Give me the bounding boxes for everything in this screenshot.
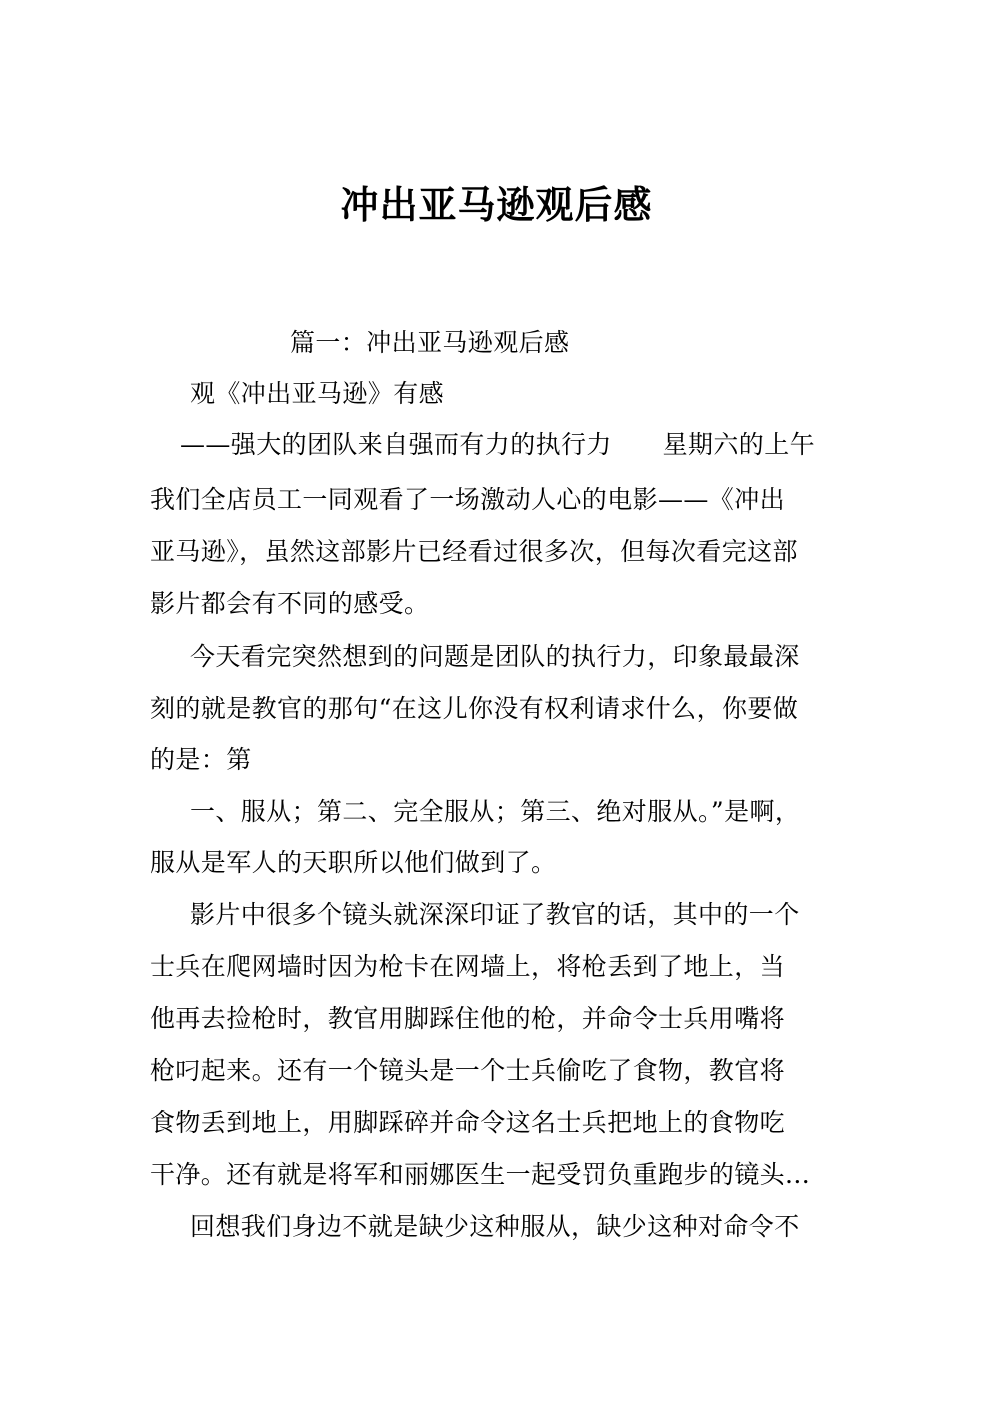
document-title: 冲出亚马逊观后感 — [340, 182, 653, 227]
body-line: 服从是军人的天职所以他们做到了。 — [150, 848, 557, 877]
body-line: 影片都会有不同的感受。 — [150, 589, 430, 618]
section-heading: 篇一：冲出亚马逊观后感 — [290, 328, 570, 357]
body-line: 亚马逊》，虽然这部影片已经看过很多次，但每次看完这部 — [150, 537, 798, 566]
body-line: 我们全店员工一同观看了一场激动人心的电影——《冲出 — [150, 485, 786, 514]
body-line: 他再去捡枪时，教官用脚踩住他的枪，并命令士兵用嘴将 — [150, 1004, 786, 1033]
body-line: 的是：第 — [150, 745, 252, 774]
body-line: 士兵在爬网墙时因为枪卡在网墙上，将枪丢到了地上，当 — [150, 952, 786, 981]
body-line: 回想我们身边不就是缺少这种服从，缺少这种对命令不 — [190, 1212, 800, 1241]
body-line: 一、服从；第二、完全服从；第三、绝对服从。”是啊， — [190, 797, 801, 826]
body-line: 干净。还有就是将军和丽娜医生一起受罚负重跑步的镜头... — [150, 1160, 811, 1189]
body-line: 影片中很多个镜头就深深印证了教官的话，其中的一个 — [190, 900, 800, 929]
body-line: 今天看完突然想到的问题是团队的执行力，印象最最深 — [190, 642, 800, 671]
subtitle-line: 观《冲出亚马逊》有感 — [190, 379, 445, 408]
body-line: 刻的就是教官的那句“在这儿你没有权利请求什么，你要做 — [150, 694, 799, 723]
body-line: ——强大的团队来自强而有力的执行力 星期六的上午 — [180, 430, 816, 459]
body-line: 枪叼起来。还有一个镜头是一个士兵偷吃了食物，教官将 — [150, 1056, 786, 1085]
body-line: 食物丢到地上，用脚踩碎并命令这名士兵把地上的食物吃 — [150, 1108, 786, 1137]
